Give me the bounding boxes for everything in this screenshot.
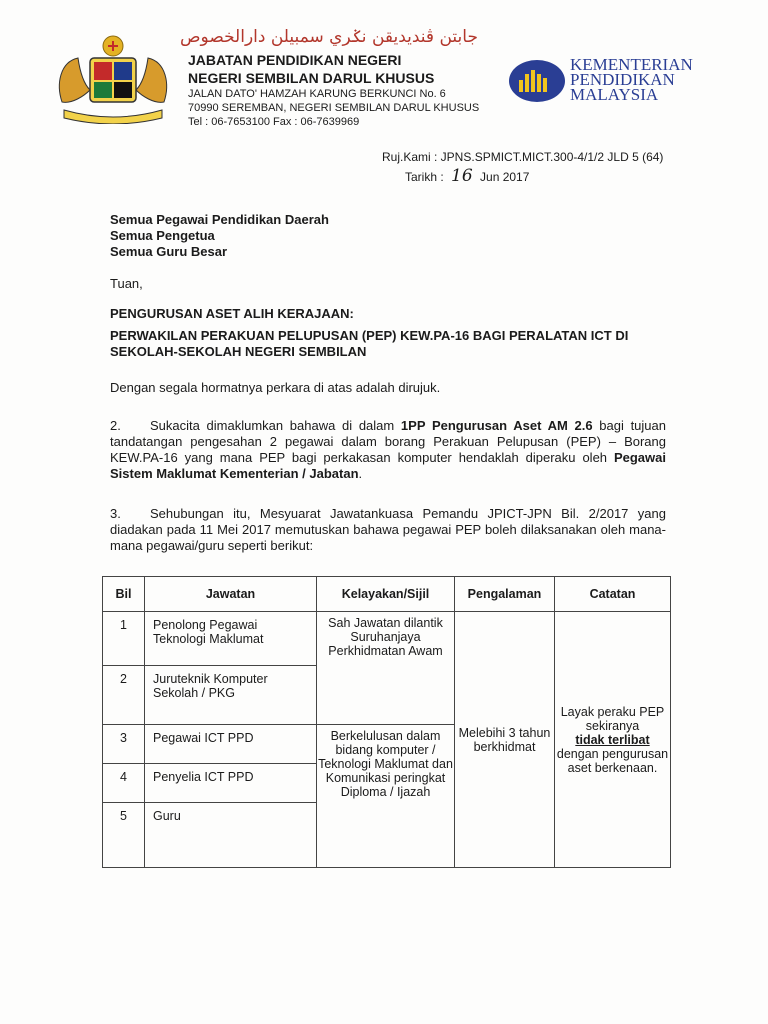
paragraph-2-text-c: . xyxy=(358,466,363,481)
kelayakan-group-a: Sah Jawatan dilantik Suruhanjaya Perkhidmatan Awam xyxy=(317,612,455,725)
ministry-line2: PENDIDIKAN xyxy=(570,70,675,89)
date-label: Tarikh : xyxy=(405,170,444,184)
pengalaman-cell: Melebihi 3 tahun berkhidmat xyxy=(455,612,555,868)
table-header-row xyxy=(103,577,671,612)
header-bil: Bil xyxy=(103,577,145,612)
paragraph-3-text: Sehubungan itu, Mesyuarat Jawatankuasa Pemandu JPICT-JPN Bil. 2/2017 yang diadakan pada 11 Mei 2017 memutuskan bahawa pegawai PEP boleh dilaksanakan oleh mana-mana pegawai/guru seperti berikut: xyxy=(110,506,666,553)
date-day-handwritten: 16 xyxy=(451,166,473,186)
subject-line1: PENGURUSAN ASET ALIH KERAJAAN: xyxy=(110,306,354,321)
row-jawatan: Penolong Pegawai Teknologi Maklumat xyxy=(145,612,317,666)
paragraph-1: Dengan segala hormatnya perkara di atas adalah dirujuk. xyxy=(110,380,441,395)
header-catatan: Catatan xyxy=(555,577,671,612)
reference-number: Ruj.Kami : JPNS.SPMICT.MICT.300-4/1/2 JLD 5 (64) xyxy=(382,150,664,164)
catatan-cell xyxy=(555,612,671,868)
header-kelayakan: Kelayakan/Sijil xyxy=(317,577,455,612)
table-row xyxy=(103,612,671,666)
row-jawatan: Penyelia ICT PPD xyxy=(145,764,317,803)
row-jawatan: Guru xyxy=(145,803,317,868)
row-jawatan: Pegawai ICT PPD xyxy=(145,725,317,764)
letter-date xyxy=(405,166,529,186)
org-name-line2: NEGERI SEMBILAN DARUL KHUSUS xyxy=(188,70,435,86)
ministry-line3: MALAYSIA xyxy=(570,85,659,104)
paragraph-3-number: 3. xyxy=(110,506,121,521)
subject-line2: PERWAKILAN PERAKUAN PELUPUSAN (PEP) KEW.PA-16 BAGI PERALATAN ICT DI SEKOLAH-SEKOLAH NEGERI SEMBILAN xyxy=(110,328,629,359)
state-crest-logo xyxy=(50,32,176,124)
catatan-text-b: dengan pengurusan aset berkenaan. xyxy=(556,746,669,775)
recipient-3: Semua Guru Besar xyxy=(110,244,228,259)
row-bil: 3 xyxy=(103,725,145,764)
org-name-line1: JABATAN PENDIDIKAN NEGERI xyxy=(188,52,402,68)
header-pengalaman: Pengalaman xyxy=(455,577,555,612)
row-bil: 4 xyxy=(103,764,145,803)
address-line2: 70990 SEREMBAN, NEGERI SEMBILAN DARUL KHUSUS xyxy=(188,102,480,114)
recipient-1: Semua Pegawai Pendidikan Daerah xyxy=(110,212,329,227)
paragraph-2-text-a: Sukacita dimaklumkan bahawa di dalam xyxy=(150,418,401,433)
salutation: Tuan, xyxy=(110,276,143,291)
ministry-name xyxy=(570,57,693,102)
ministry-logo xyxy=(507,58,567,104)
ministry-line1: KEMENTERIAN xyxy=(570,55,693,74)
paragraph-2-text-b: bagi tujuan tandatangan pengesahan 2 pegawai dalam borang Perakuan Pelupusan (PEP) – Borang KEW.PA-16 yang mana PEP bagi perkakasan komputer hendaklah diperaku oleh xyxy=(110,418,666,465)
tel-fax: Tel : 06-7653100 Fax : 06-7639969 xyxy=(188,116,360,128)
kelayakan-group-b: Berkelulusan dalam bidang komputer / Teknologi Maklumat dan Komunikasi peringkat Diploma / Ijazah xyxy=(317,725,455,868)
recipient-2: Semua Pengetua xyxy=(110,228,215,243)
row-bil: 5 xyxy=(103,803,145,868)
jawi-title: جابتن ڤنديديقن نݢري سمبيلن دارالخصوص xyxy=(180,27,478,47)
header-jawatan: Jawatan xyxy=(145,577,317,612)
paragraph-2-number: 2. xyxy=(110,418,121,433)
paragraph-2-bold-b: Pegawai Sistem Maklumat Kementerian / Jabatan xyxy=(110,450,666,481)
row-bil: 1 xyxy=(103,612,145,666)
catatan-text-a: Layak peraku PEP sekiranya xyxy=(560,704,665,733)
row-bil: 2 xyxy=(103,666,145,725)
row-jawatan: Juruteknik Komputer Sekolah / PKG xyxy=(145,666,317,725)
date-month-year: Jun 2017 xyxy=(480,170,530,184)
catatan-underlined: tidak terlibat xyxy=(575,732,650,747)
paragraph-2-bold-a: 1PP Pengurusan Aset AM 2.6 xyxy=(400,418,593,433)
paragraph-3 xyxy=(110,506,666,554)
address-line1: JALAN DATO' HAMZAH KARUNG BERKUNCI No. 6 xyxy=(188,88,446,100)
eligibility-table xyxy=(102,576,671,868)
paragraph-2 xyxy=(110,418,666,482)
